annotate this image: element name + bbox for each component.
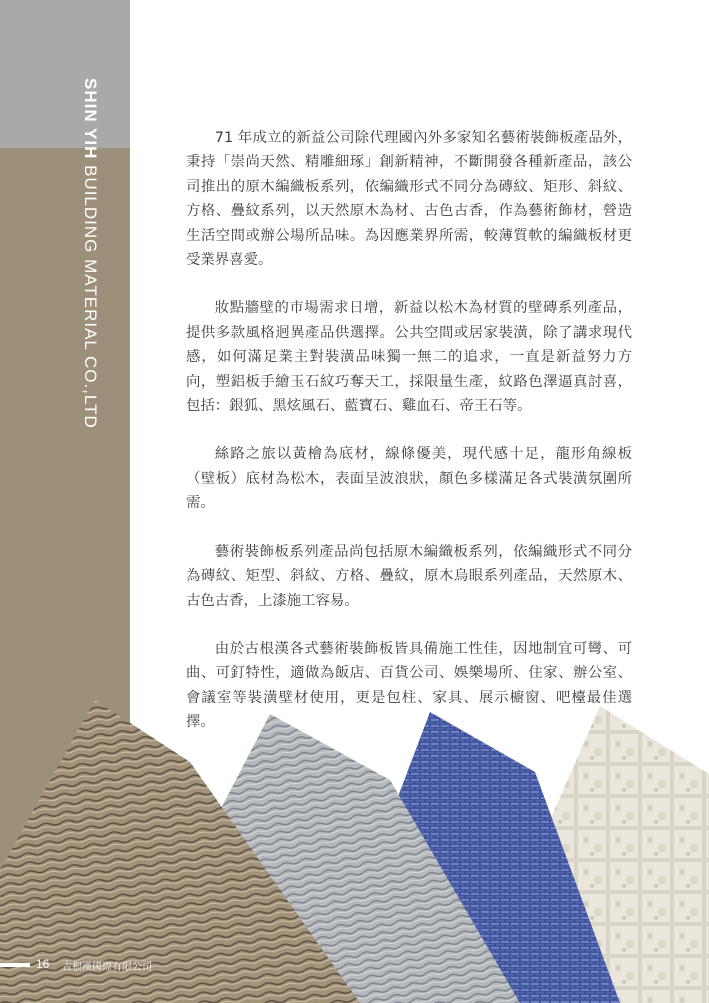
footer-bar (0, 963, 30, 967)
paragraph-1: 71 年成立的新益公司除代理國內外多家知名藝術裝飾板產品外，秉持「崇尚天然、精雕細琢」創新精神，不斷開發各種新產品，該公司推出的原木編織板系列，依編織形式不同分為磚紋、矩形、斜紋、方格、疊紋系列，以天然原木為材、古色古香，作為藝術飾材，營造生活空間或辦公場所品味。為因應業界所需，較薄質軟的編織板材更受業界喜愛。 (186, 130, 632, 269)
brand-bold: SHIN YIH (81, 78, 100, 160)
company-name-vertical (80, 78, 100, 429)
paragraph-5: 由於古根漢各式藝術裝飾板皆具備施工性佳，因地制宜可彎、可曲、可釘特性，適做為飯店、百貨公司、娛樂場所、住家、辦公室、會議室等裝潢壁材使用，更是包柱、家具、展示櫥窗、吧檯最佳選擇。 (186, 640, 632, 731)
paragraph-4: 藝術裝飾板系列產品尚包括原木編織板系列，依編織形式不同分為磚紋、矩型、斜紋、方格、疊紋，原木烏眼系列產品，天然原木、古色古香，上漆施工容易。 (186, 543, 632, 609)
sidebar-top-block (0, 0, 130, 148)
paragraph-2: 妝點牆壁的市場需求日增，新益以松木為材質的壁磚系列產品，提供多款風格迥異產品供選擇。公共空間或居家裝潢，除了講求現代感，如何滿足業主對裝潢品味獨一無二的追求，一直是新益努力方向，塑鋁板手繪玉石紋巧奪天工，採限量生產，紋路色澤逼真討喜，包括：銀狐、黑炫風石、藍寶石、雞血石、帝王石等。 (186, 300, 632, 415)
article-body (186, 126, 632, 759)
paragraph-3: 絲路之旅以黃檜為底材，線條優美，現代感十足，龍形角線板（壁板）底材為松木，表面呈波浪狀，顏色多樣滿足各式裝潢氛圍所需。 (186, 446, 632, 512)
brand-rest: BUILDING MATERIAL CO.,LTD (81, 159, 100, 429)
page-number: 16 (36, 957, 50, 971)
footer-company-name: 古根漢國際有限公司 (62, 962, 152, 973)
